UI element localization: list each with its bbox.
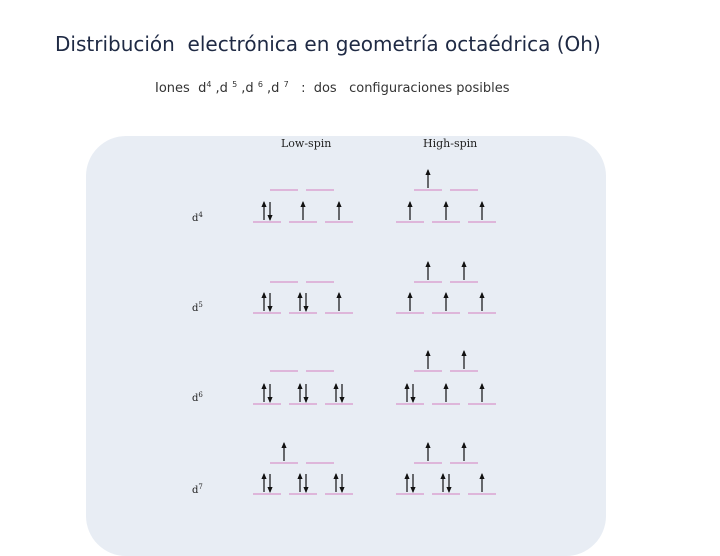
electron-up-arrowhead xyxy=(425,261,430,267)
electron-down-arrowhead xyxy=(446,487,451,493)
electron-up-arrowhead xyxy=(461,350,466,356)
column-label-low-spin: Low-spin xyxy=(281,137,332,150)
row-label-exp: 7 xyxy=(198,483,203,491)
electron-up-arrowhead xyxy=(407,201,412,207)
row-label-base: d xyxy=(192,485,199,496)
electron-up-arrowhead xyxy=(261,383,266,389)
electron-up-arrowhead xyxy=(404,383,409,389)
row-label-base: d xyxy=(192,303,199,314)
electron-up-arrowhead xyxy=(461,261,466,267)
electron-up-arrowhead xyxy=(479,383,484,389)
electron-up-arrowhead xyxy=(297,292,302,298)
electron-up-arrowhead xyxy=(479,473,484,479)
subtitle-ion-sep: ,d xyxy=(237,81,258,96)
electron-up-arrowhead xyxy=(297,473,302,479)
electron-up-arrowhead xyxy=(333,473,338,479)
electron-up-arrowhead xyxy=(443,201,448,207)
electron-up-arrowhead xyxy=(479,292,484,298)
electron-up-arrowhead xyxy=(336,201,341,207)
page-title: Distribución electrónica en geometría octaédrica (Oh) xyxy=(55,32,601,56)
row-label-exp: 6 xyxy=(198,391,203,399)
electron-up-arrowhead xyxy=(333,383,338,389)
subtitle-ion-exp: 4 xyxy=(206,80,212,89)
electron-up-arrowhead xyxy=(443,292,448,298)
electron-down-arrowhead xyxy=(303,306,308,312)
row-label-base: d xyxy=(192,393,199,404)
electron-down-arrowhead xyxy=(339,397,344,403)
electron-up-arrowhead xyxy=(461,442,466,448)
row-label-exp: 4 xyxy=(198,211,203,219)
electron-down-arrowhead xyxy=(267,397,272,403)
electron-down-arrowhead xyxy=(303,487,308,493)
subtitle-ion-sep: ,d xyxy=(262,81,284,96)
subtitle-prefix: Iones d xyxy=(155,81,207,96)
electron-down-arrowhead xyxy=(267,306,272,312)
electron-up-arrowhead xyxy=(425,169,430,175)
electron-up-arrowhead xyxy=(297,383,302,389)
electron-down-arrowhead xyxy=(267,487,272,493)
subtitle-ion-exp: 5 xyxy=(232,80,238,89)
column-label-high-spin: High-spin xyxy=(423,137,478,150)
electron-up-arrowhead xyxy=(261,473,266,479)
electron-up-arrowhead xyxy=(261,292,266,298)
electron-up-arrowhead xyxy=(479,201,484,207)
electron-down-arrowhead xyxy=(339,487,344,493)
electron-up-arrowhead xyxy=(407,292,412,298)
electron-down-arrowhead xyxy=(303,397,308,403)
electron-up-arrowhead xyxy=(281,442,286,448)
electron-up-arrowhead xyxy=(425,350,430,356)
electron-down-arrowhead xyxy=(267,215,272,221)
electron-up-arrowhead xyxy=(425,442,430,448)
electron-up-arrowhead xyxy=(440,473,445,479)
electron-down-arrowhead xyxy=(410,487,415,493)
electron-down-arrowhead xyxy=(410,397,415,403)
electron-up-arrowhead xyxy=(336,292,341,298)
row-label-base: d xyxy=(192,213,199,224)
electron-up-arrowhead xyxy=(443,383,448,389)
subtitle-ion-exp: 6 xyxy=(257,80,263,89)
electron-up-arrowhead xyxy=(261,201,266,207)
row-label-exp: 5 xyxy=(198,301,203,309)
electron-up-arrowhead xyxy=(404,473,409,479)
electron-up-arrowhead xyxy=(300,201,305,207)
subtitle-ion-exp: 7 xyxy=(283,80,289,89)
subtitle-suffix: : dos configuraciones posibles xyxy=(288,81,510,96)
subtitle-ion-sep: ,d xyxy=(211,81,233,96)
